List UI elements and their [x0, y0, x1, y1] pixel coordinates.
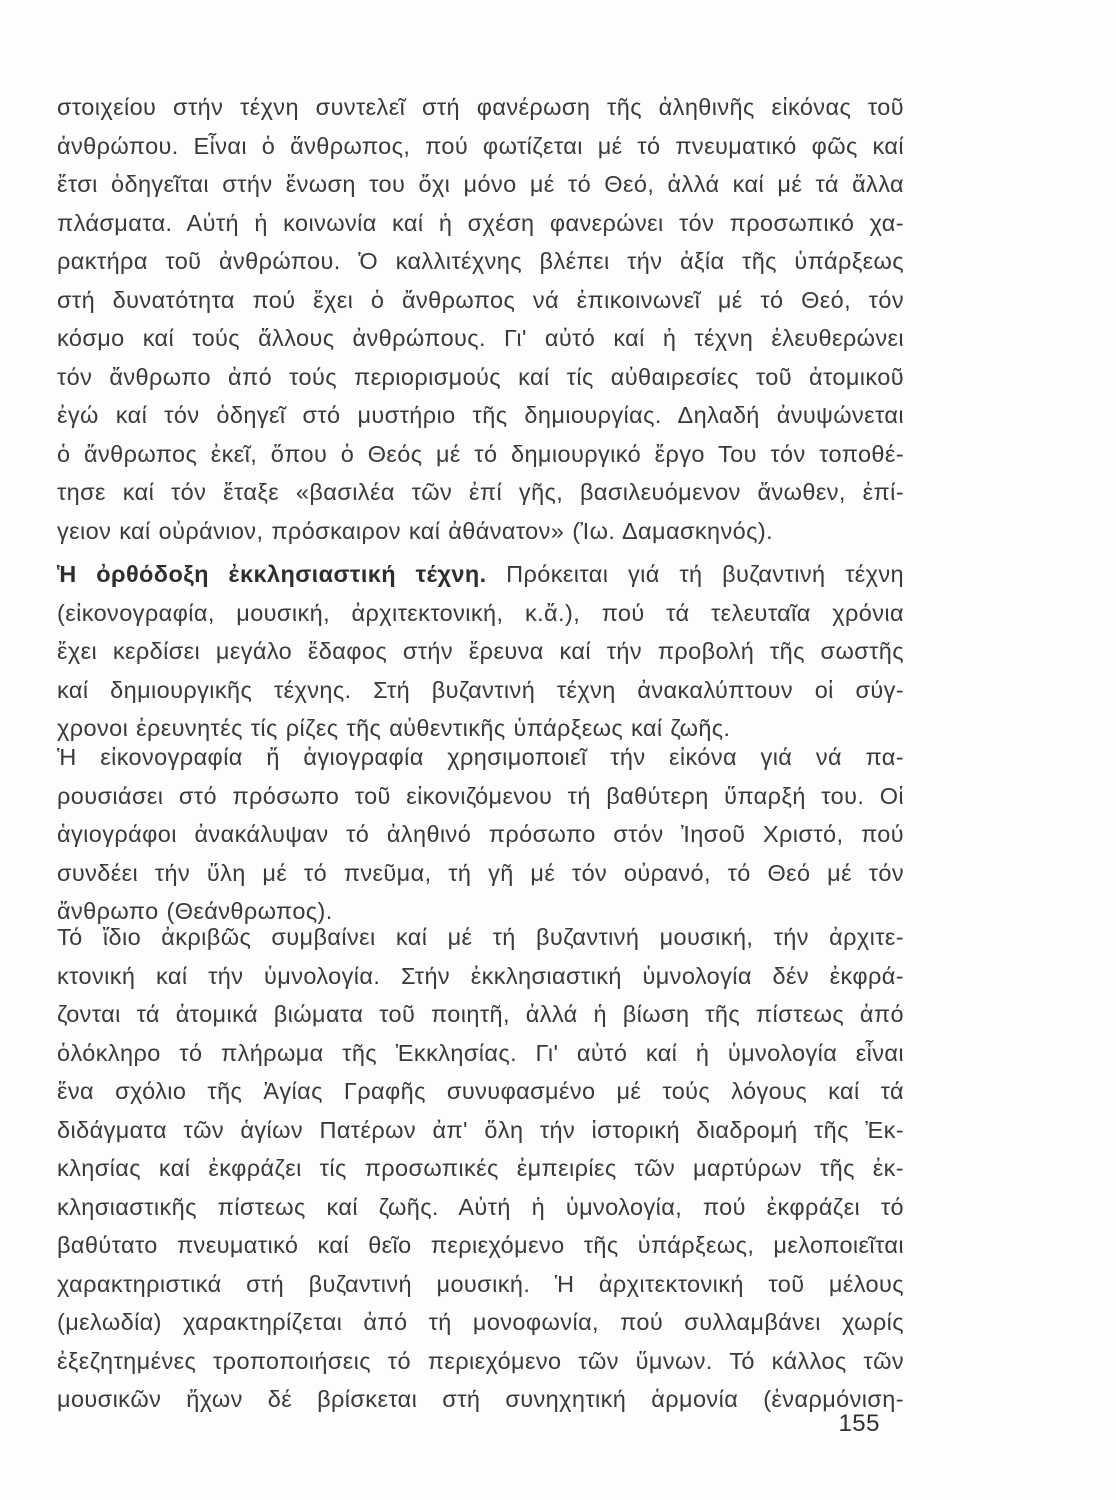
text-line: μουσικῶν ἤχων δέ βρίσκεται στή συνηχητική ἁρμονία (ἐναρμόνιση- [57, 1386, 904, 1412]
text-line: πλάσματα. Αὐτή ἡ κοινωνία καί ἡ σχέση φανερώνει τόν προσωπικό χα- [57, 209, 904, 236]
text-line: κλησίας καί ἐκφράζει τίς προσωπικές ἐμπειρίες τῶν μαρτύρων τῆς ἐκ- [57, 1155, 904, 1181]
text-line: Τό ἴδιο ἀκριβῶς συμβαίνει καί μέ τή βυζαντινή μουσική, τήν ἀρχιτε- [57, 924, 904, 950]
text-line: στοιχείου στήν τέχνη συντελεῖ στή φανέρωση τῆς ἀληθινῆς εἰκόνας τοῦ [57, 94, 904, 120]
text-line: ἔτσι ὁδηγεῖται στήν ἕνωση του ὄχι μόνο μέ τό Θεό, ἀλλά καί μέ τά ἄλλα [57, 171, 904, 197]
paragraph-3 [57, 738, 904, 931]
text-line: διδάγματα τῶν ἁγίων Πατέρων ἀπ' ὅλη τήν ἱστορική διαδρομή τῆς Ἐκ- [57, 1116, 904, 1143]
paragraph-4 [57, 918, 904, 1419]
text-line: κλησιαστικῆς πίστεως καί ζωῆς. Αὐτή ἡ ὑμνολογία, πού ἐκφράζει τό [57, 1193, 904, 1220]
text-line: ὁ ἄνθρωπος ἐκεῖ, ὅπου ὁ Θεός μέ τό δημιουργικό ἔργο Του τόν τοποθέ- [57, 440, 904, 467]
paragraph-2 [57, 555, 904, 748]
page-number: 155 [838, 1410, 880, 1437]
text-line: Ἡ εἰκονογραφία ἤ ἁγιογραφία χρησιμοποιεῖ τήν εἰκόνα γιά νά πα- [57, 744, 904, 770]
text-line: κτονική καί τήν ὑμνολογία. Στήν ἐκκλησιαστική ὑμνολογία δέν ἐκφρά- [57, 962, 904, 989]
text-line: τόν ἄνθρωπο ἀπό τούς περιορισμούς καί τίς αὐθαιρεσίες τοῦ ἀτομικοῦ [57, 363, 904, 390]
text-line: καί δημιουργικῆς τέχνης. Στή βυζαντινή τέχνη ἀνακαλύπτουν οἱ σύγ- [57, 676, 904, 703]
text-line: ρακτήρα τοῦ ἀνθρώπου. Ὁ καλλιτέχνης βλέπει τήν ἀξία τῆς ὑπάρξεως [57, 248, 904, 274]
text-line: (εἰκονογραφία, μουσική, ἀρχιτεκτονική, κ.ἄ.), πού τά τελευταῖα χρόνια [57, 599, 904, 626]
text-fragment: Πρόκειται γιά τή βυζαντινή τέχνη [486, 561, 904, 587]
text-line: (μελωδία) χαρακτηρίζεται ἀπό τή μονοφωνία, πού συλλαμβάνει χωρίς [57, 1309, 904, 1335]
text-line: ἀνθρώπου. Εἶναι ὁ ἄνθρωπος, πού φωτίζεται μέ τό πνευματικό φῶς καί [57, 132, 904, 159]
text-line: ἄνθρωπο (Θεάνθρωπος). [57, 898, 333, 924]
text-line: ζονται τά ἀτομικά βιώματα τοῦ ποιητῆ, ἀλλά ἡ βίωση τῆς πίστεως ἀπό [57, 1001, 904, 1027]
text-line: χαρακτηριστικά στή βυζαντινή μουσική. Ἡ ἀρχιτεκτονική τοῦ μέλους [57, 1270, 904, 1297]
text-line: ἕνα σχόλιο τῆς Ἁγίας Γραφῆς συνυφασμένο μέ τούς λόγους καί τά [57, 1078, 904, 1104]
text-line: βαθύτατο πνευματικό καί θεῖο περιεχόμενο τῆς ὑπάρξεως, μελοποιεῖται [57, 1232, 904, 1258]
text-line: τησε καί τόν ἔταξε «βασιλέα τῶν ἐπί γῆς, βασιλευόμενον ἄνωθεν, ἐπί- [57, 479, 904, 505]
text-line-with-heading [57, 555, 904, 594]
text-line: στή δυνατότητα πού ἔχει ὁ ἄνθρωπος νά ἐπικοινωνεῖ μέ τό Θεό, τόν [57, 286, 904, 313]
text-line: συνδέει τήν ὕλη μέ τό πνεῦμα, τή γῆ μέ τόν οὐρανό, τό Θεό μέ τόν [57, 859, 904, 886]
text-line: κόσμο καί τούς ἄλλους ἀνθρώπους. Γι' αὐτό καί ἡ τέχνη ἐλευθερώνει [57, 325, 904, 351]
section-heading: Ἡ ὀρθόδοξη ἐκκλησιαστική τέχνη. [57, 561, 487, 587]
text-line: γειον καί οὐράνιον, πρόσκαιρον καί ἀθάνατον» (Ἰω. Δαμασκηνός). [57, 517, 773, 544]
text-line: ἔχει κερδίσει μεγάλο ἔδαφος στήν ἔρευνα καί τήν προβολή τῆς σωστῆς [57, 638, 904, 664]
text-line: ρουσιάσει στό πρόσωπο τοῦ εἰκονιζόμενου τή βαθύτερη ὕπαρξή του. Οἱ [57, 782, 904, 809]
text-line: ἁγιογράφοι ἀνακάλυψαν τό ἀληθινό πρόσωπο στόν Ἰησοῦ Χριστό, πού [57, 821, 904, 847]
text-line: χρονοι ἐρευνητές τίς ρίζες τῆς αὐθεντικῆς ὑπάρξεως καί ζωῆς. [57, 715, 731, 741]
paragraph-1 [57, 88, 904, 550]
text-line: ἐξεζητημένες τροποποιήσεις τό περιεχόμενο τῶν ὕμνων. Τό κάλλος τῶν [57, 1347, 904, 1374]
text-line: ἐγώ καί τόν ὁδηγεῖ στό μυστήριο τῆς δημιουργίας. Δηλαδή ἀνυψώνεται [57, 402, 904, 428]
text-line: ὁλόκληρο τό πλήρωμα τῆς Ἐκκλησίας. Γι' αὐτό καί ἡ ὑμνολογία εἶναι [57, 1039, 904, 1066]
